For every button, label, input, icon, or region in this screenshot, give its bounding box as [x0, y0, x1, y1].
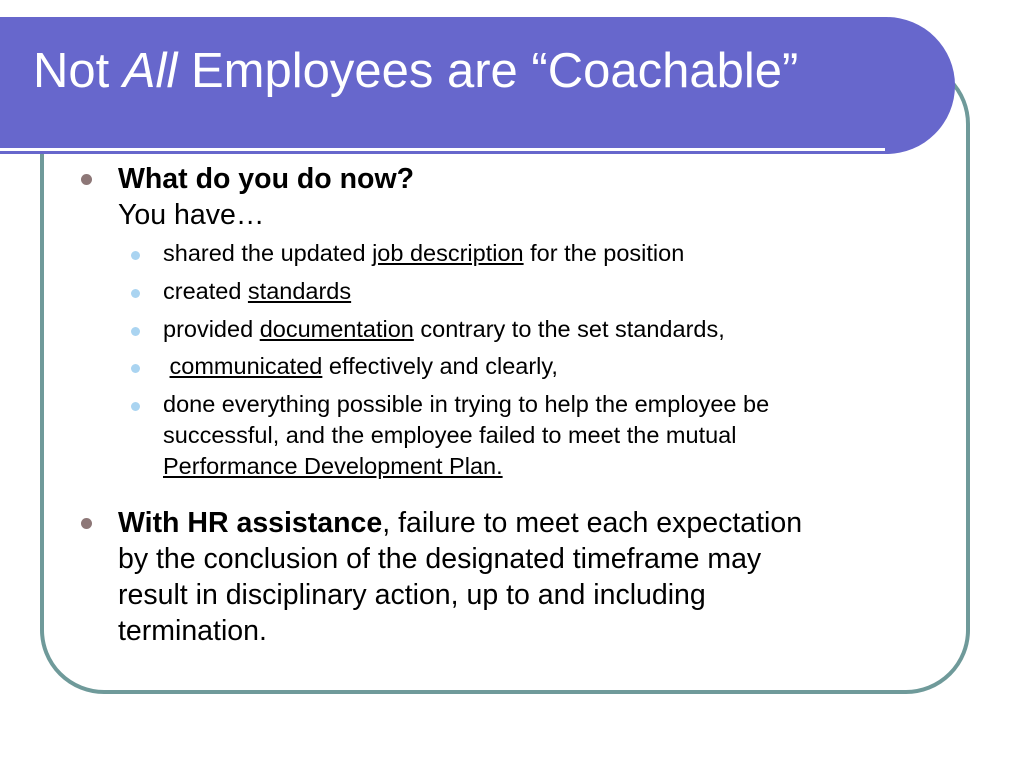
sub-bullet-documentation [163, 314, 923, 345]
bullet-dot [81, 174, 92, 185]
title-prefix: Not [33, 44, 123, 98]
sub-bullet-line: successful, and the employee failed to meet the mutual [163, 422, 737, 448]
sub-bullet-standards [163, 276, 923, 307]
sub-bullet-dot [131, 364, 140, 373]
bullet-what-do-you-do [118, 161, 948, 233]
title-emphasis: All [122, 44, 178, 98]
title-suffix: Employees are “Coachable” [177, 44, 799, 98]
sub-bullet-job-description [163, 238, 923, 269]
sub-bullet-text: contrary to the set standards, [413, 316, 725, 342]
sub-bullet-done-everything [163, 389, 923, 482]
sub-bullet-line: done everything possible in trying to help the employee be [163, 391, 770, 417]
sub-bullet-text: provided [163, 316, 260, 342]
bullet-heading: What do you do now? [118, 163, 415, 195]
bullet-hr-assistance [118, 505, 948, 649]
sub-bullet-dot [131, 251, 140, 260]
sub-bullet-text: shared the updated [163, 240, 373, 266]
job-description-link[interactable]: job description [372, 240, 524, 266]
hr-assistance-bold: With HR assistance [118, 507, 383, 539]
sub-bullet-text: created [163, 278, 248, 304]
sub-bullet-text: for the position [523, 240, 685, 266]
sub-bullet-communicated [163, 351, 923, 382]
communicated-link[interactable]: communicated [169, 353, 323, 379]
sub-bullet-dot [131, 289, 140, 298]
documentation-link[interactable]: documentation [259, 316, 414, 342]
sub-bullet-text: effectively and clearly, [322, 353, 558, 379]
bullet-line: result in disciplinary action, up to and including [118, 579, 706, 611]
standards-link[interactable]: standards [247, 278, 352, 304]
sub-bullet-dot [131, 327, 140, 336]
bullet-dot [81, 518, 92, 529]
bullet-line: termination. [118, 615, 267, 647]
bullet-line: by the conclusion of the designated timeframe may [118, 543, 762, 575]
sub-bullet-dot [131, 402, 140, 411]
bullet-text: , failure to meet each expectation [382, 507, 803, 539]
performance-development-plan-link[interactable]: Performance Development Plan. [163, 453, 503, 479]
bullet-subheading: You have… [118, 199, 265, 231]
